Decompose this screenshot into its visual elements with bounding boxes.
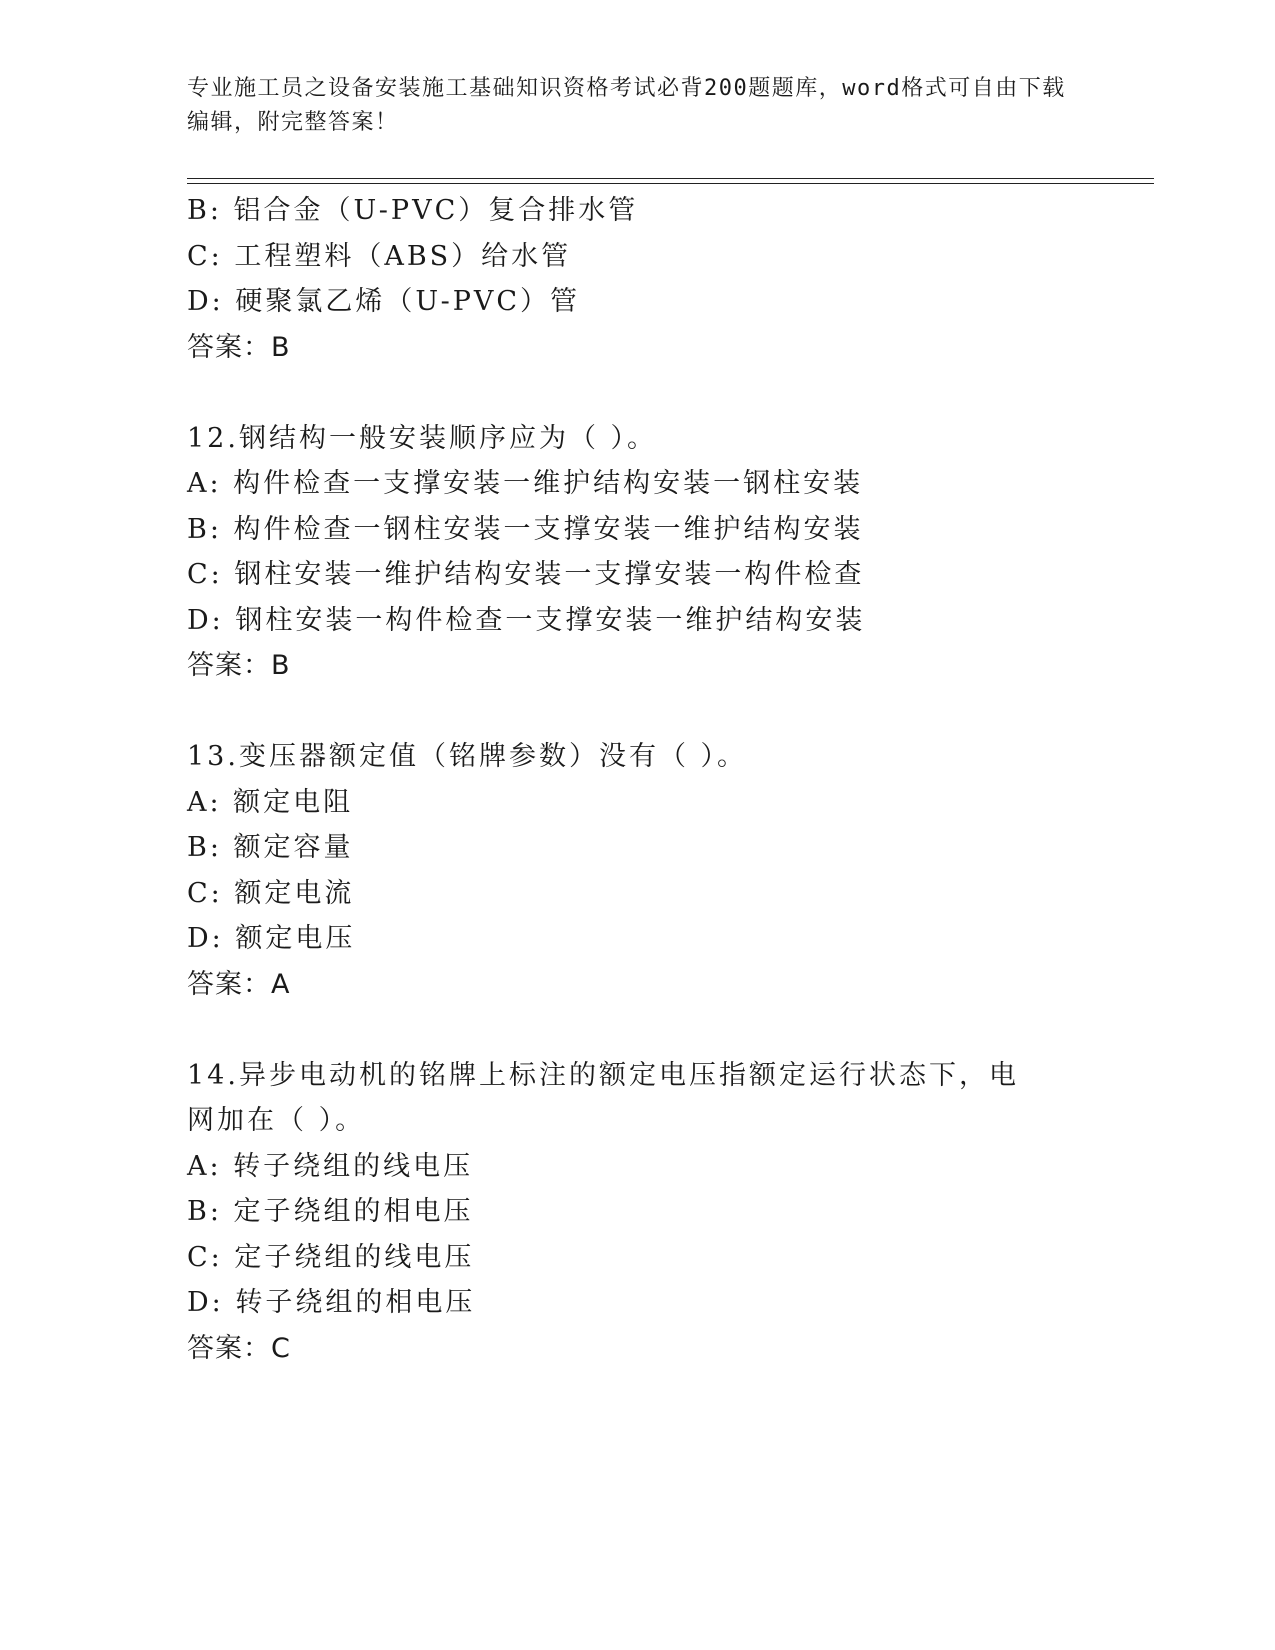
header-divider-top — [187, 178, 1154, 179]
option-d: D: 硬聚氯乙烯（U-PVC）管 — [187, 286, 581, 317]
answer-line: 答案：B — [187, 331, 291, 363]
option-a: A: 构件检查一支撑安装一维护结构安装一钢柱安装 — [187, 468, 864, 499]
question-block-12 — [187, 416, 1087, 689]
answer-line: 答案：B — [187, 650, 291, 681]
option-c: C: 额定电流 — [187, 877, 355, 909]
option-c: C: 工程塑料（ABS）给水管 — [187, 240, 572, 272]
option-b: B: 额定容量 — [187, 832, 354, 863]
spacer — [187, 689, 1087, 735]
option-d: D: 额定电压 — [187, 923, 356, 954]
option-c: C: 定子绕组的线电压 — [187, 1241, 475, 1273]
spacer — [187, 370, 1087, 416]
question-block-14 — [187, 1053, 1087, 1372]
header-divider-bottom — [187, 183, 1154, 184]
option-c: C: 钢柱安装一维护结构安装一支撑安装一构件检查 — [187, 559, 865, 590]
question-title: 13.变压器额定值（铭牌参数）没有（ ）。 — [187, 741, 748, 772]
option-a: A: 额定电阻 — [187, 786, 354, 818]
question-title: 14.异步电动机的铭牌上标注的额定电压指额定运行状态下，电网加在（ ）。 — [187, 1059, 1019, 1136]
option-d: D: 转子绕组的相电压 — [187, 1287, 476, 1318]
option-b: B: 构件检查一钢柱安装一支撑安装一维护结构安装 — [187, 513, 864, 545]
question-title: 12.钢结构一般安装顺序应为（ ）。 — [187, 422, 658, 454]
option-b: B: 铝合金（U-PVC）复合排水管 — [187, 195, 639, 226]
question-block-13 — [187, 734, 1087, 1007]
answer-line: 答案：C — [187, 1332, 291, 1364]
option-d: D: 钢柱安装一构件检查一支撑安装一维护结构安装 — [187, 604, 866, 636]
option-a: A: 转子绕组的线电压 — [187, 1150, 474, 1182]
spacer — [187, 1007, 1087, 1053]
question-list — [187, 188, 1087, 1371]
option-b: B: 定子绕组的相电压 — [187, 1196, 474, 1227]
question-block-11 — [187, 188, 1087, 370]
answer-line: 答案：A — [187, 968, 291, 1000]
page-header: 专业施工员之设备安装施工基础知识资格考试必背200题题库，word格式可自由下载编辑，附完整答案！ — [187, 76, 1066, 135]
